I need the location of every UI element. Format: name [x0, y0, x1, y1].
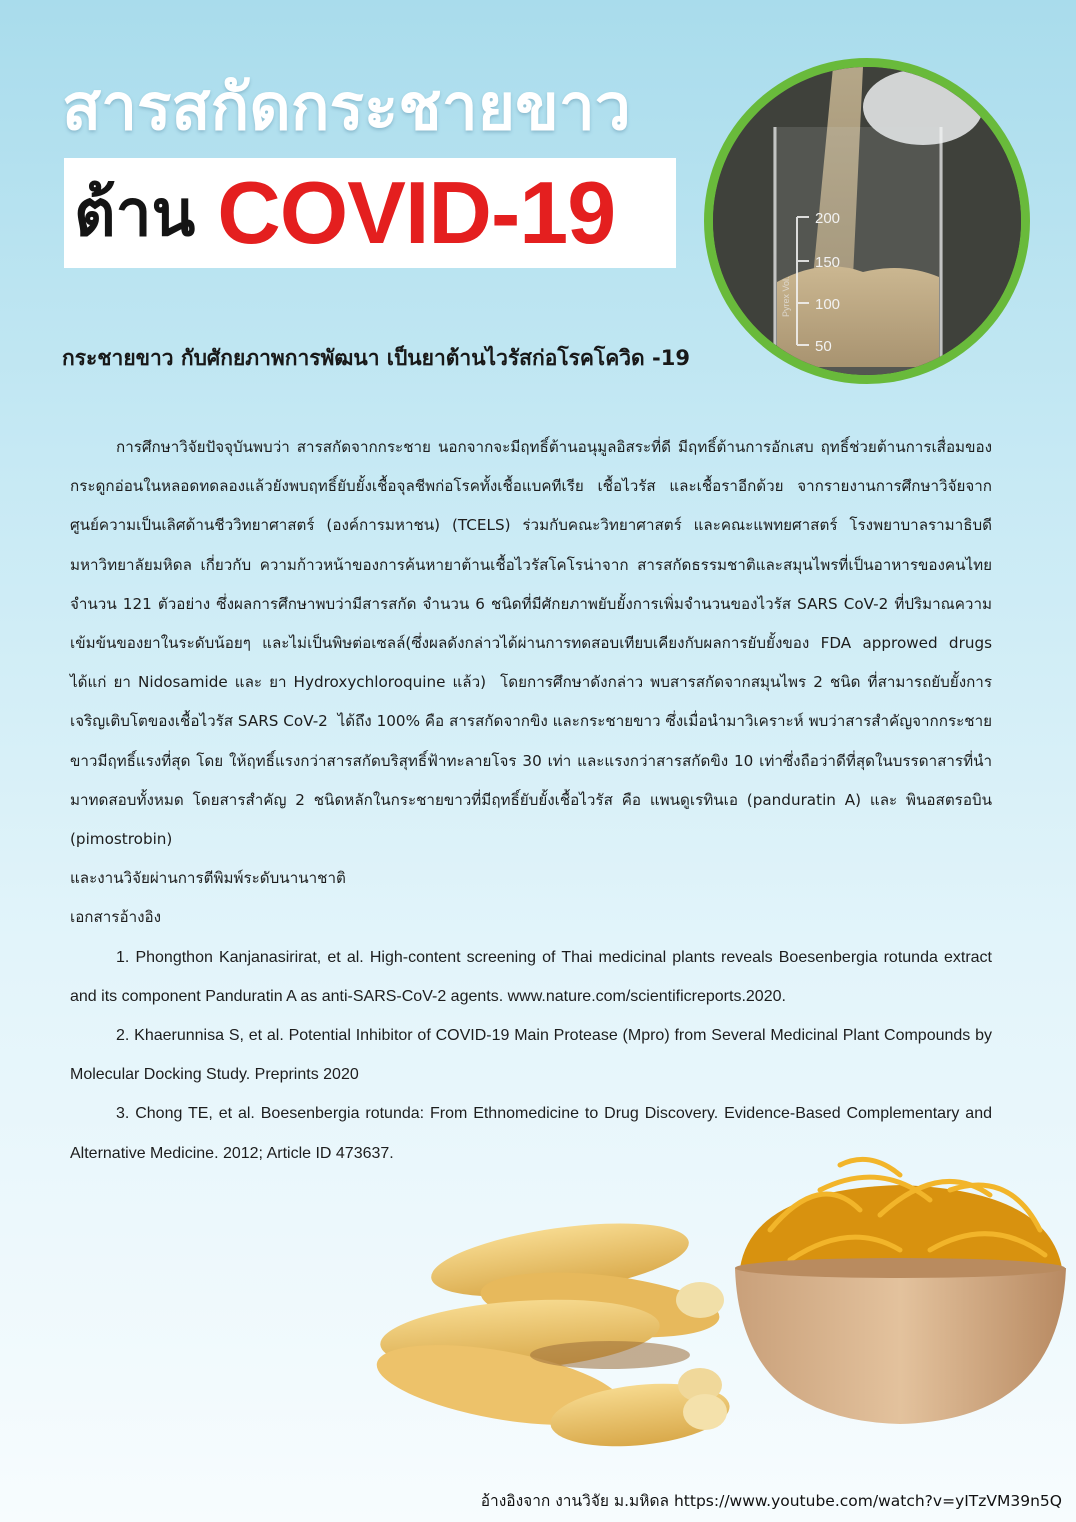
- source-citation: อ้างอิงจาก งานวิจัย ม.มหิดล https://www.youtube.com/watch?v=yITzVM39n5Q: [480, 1492, 1062, 1510]
- beaker-scale-label: 100: [815, 296, 841, 313]
- closing-line: และงานวิจัยผ่านการตีพิมพ์ระดับนานาชาติ: [70, 869, 346, 888]
- fingerroot-pile: [371, 1210, 733, 1454]
- beaker-scale-label: 150: [815, 254, 841, 271]
- beaker-scale-label: 200: [815, 210, 841, 227]
- sliced-ginger-bowl: [735, 1159, 1066, 1424]
- reference-item: 2. Khaerunnisa S, et al. Potential Inhibitor of COVID-19 Main Protease (Mpro) from Several Medicinal Plant Compounds by Molecular Docking Study. Preprints 2020: [70, 1027, 992, 1084]
- reference-item: 3. Chong TE, et al. Boesenbergia rotunda: From Ethnomedicine to Drug Discovery. Evidence-Based Complementary and Alternative Medicine. 2012; Article ID 473637.: [70, 1105, 992, 1162]
- body-paragraph: การศึกษาวิจัยปัจจุบันพบว่า สารสกัดจากกระชาย นอกจากจะมีฤทธิ์ต้านอนุมูลอิสระที่ดี มีฤทธิ์ต้านการอักเสบ ฤทธิ์ช่วยต้านการเสื่อมของกระดูกอ่อนในหลอดทดลองแล้วยังพบฤทธิ์ยับยั้งเชื้อจุลชีพก่อโรคทั้งเชื้อแบคทีเรีย เชื้อไวรัส และเชื้อราอีกด้วย จากรายงานการศึกษาวิจัยจากศูนย์ความเป็นเลิศด้านชีววิทยาศาสตร์ (องค์การมหาชน) (TCELS) ร่วมกับคณะวิทยาศาสตร์ และคณะแพทยศาสตร์ โรงพยาบาลรามาธิบดี มหาวิทยาลัยมหิดล เกี่ยวกับ ความก้าวหน้าของการค้นหายาต้านเชื้อไวรัสโคโรน่าจาก สารสกัดธรรมชาติและสมุนไพรที่เป็นอาหารของคนไทย จำนวน 121 ตัวอย่าง ซึ่งผลการศึกษาพบว่ามีสารสกัด จำนวน 6 ชนิดที่มีศักยภาพยับยั้งการเพิ่มจำนวนของไวรัส SARS CoV-2 ที่ปริมาณความเข้มข้นของยาในระดับน้อยๆ และไม่เป็นพิษต่อเซลล์(ซึ่งผลดังกล่าวได้ผ่านการทดสอบเทียบเคียงกับผลการยับยั้งของ FDA approwed drugs ได้แก่ ยา Nidosamide และ ยา Hydroxychloroquine แล้ว) โดยการศึกษาดังกล่าว พบสารสกัดจากสมุนไพร 2 ชนิด ที่สามารถยับยั้งการเจริญเติบโตของเชื้อไวรัส SARS CoV-2 ได้ถึง 100% คือ สารสกัดจากขิง และกระชายขาว ซึ่งเมื่อนำมาวิเคราะห์ พบว่าสารสำคัญจากกระชายขาวมีฤทธิ์แรงที่สุด โดย ให้ฤทธิ์แรงกว่าสารสกัดบริสุทธิ์ฟ้าทะลายโจร 30 เท่า และแรงกว่าสารสกัดขิง 10 เท่าซึ่งถือว่าดีที่สุดในบรรดาสารที่นำมาทดสอบทั้งหมด โดยสารสำคัญ 2 ชนิดหลักในกระชายขาวที่มีฤทธิ์ยับยั้งเชื้อไวรัส คือ แพนดูเรทินเอ (panduratin A) และ พินอสตรอบิน (pimostrobin): [70, 438, 1002, 849]
- title-prefix: ต้าน: [74, 177, 196, 251]
- title-line-1: สารสกัดกระชายขาว: [62, 71, 631, 145]
- references-heading: เอกสารอ้างอิง: [70, 908, 162, 927]
- beaker-scale-label: 50: [815, 338, 832, 355]
- beaker-side-text: Pyrex Vol.: [781, 276, 791, 317]
- title-covid: COVID-19: [217, 163, 616, 262]
- reference-item: 1. Phongthon Kanjanasirirat, et al. High-content screening of Thai medicinal plants reveals Boesenbergia rotunda extract and its component Panduratin A as anti-SARS-CoV-2 agents. www.nature.com/scientificreports.2020.: [70, 948, 992, 1005]
- subheading: กระชายขาว กับศักยภาพการพัฒนา เป็นยาต้านไวรัสก่อโรคโควิด -19: [62, 346, 690, 370]
